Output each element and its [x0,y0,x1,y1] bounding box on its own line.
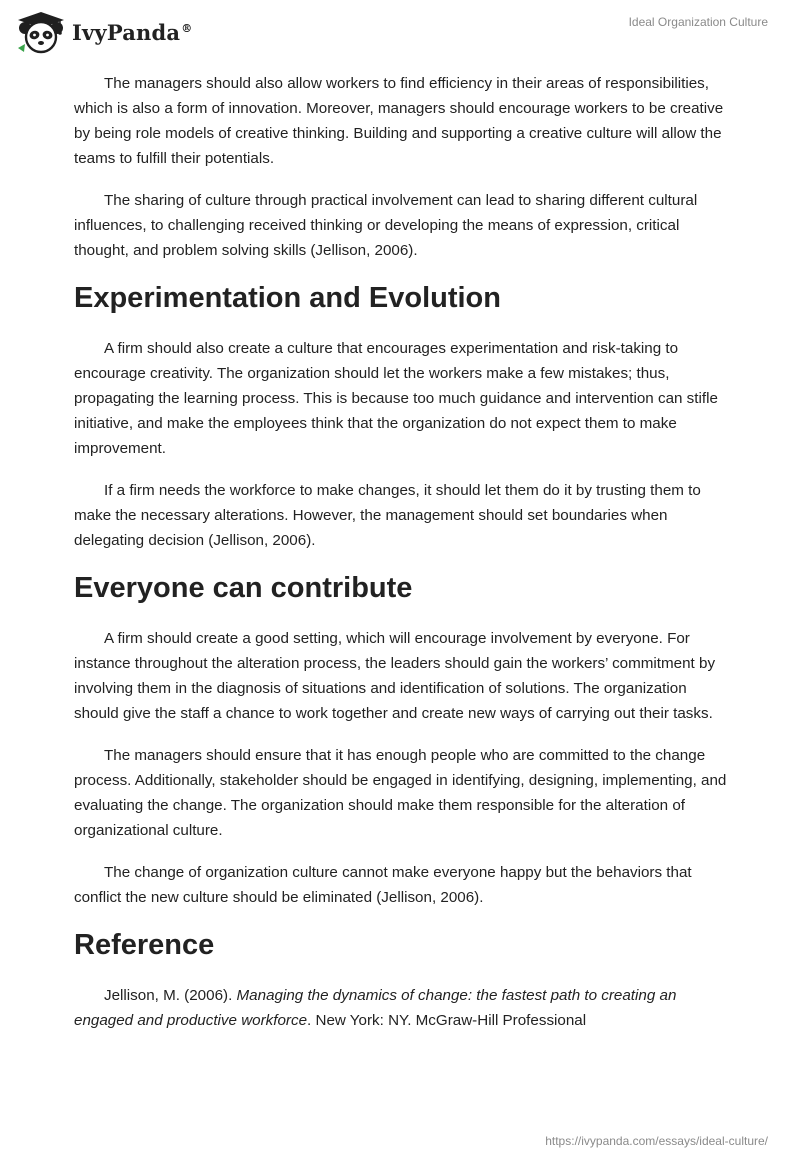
document-title: Ideal Organization Culture [628,15,768,29]
essay-body [74,71,734,1050]
paragraph: The change of organization culture cannot make everyone happy but the behaviors that conflict the new culture should be eliminated (Jellison, 2006). [74,864,692,906]
reference-entry [74,983,734,1033]
section-heading: Reference [74,929,215,961]
panda-graduate-icon [16,10,66,54]
reference-publisher: . New York: NY. McGraw-Hill Professional [307,1012,587,1029]
paragraph: The managers should ensure that it has enough people who are committed to the change process. Additionally, stakeholder should be engaged in identifying, designing, implementing, and evaluating the change. The organization should make them responsible for the alteration of organizational culture. [74,747,727,839]
paragraph: A firm should create a good setting, which will encourage involvement by everyone. For instance throughout the alteration process, the leaders should gain the workers’ commitment by involving them in the diagnosis of situations and identification of solutions. The organization should give the staff a chance to work together and create new ways of carrying out their tasks. [74,630,716,722]
paragraph: The managers should also allow workers to find efficiency in their areas of responsibilities, which is also a form of innovation. Moreover, managers should encourage workers to be creative by being role models of creative thinking. Building and supporting a creative culture will allow the teams to fulfill their potentials. [74,75,724,167]
ivypanda-logo[interactable] [16,10,192,54]
logo-wordmark: IvyPanda® [72,19,193,45]
page-header [0,0,800,60]
paragraph: A firm should also create a culture that encourages experimentation and risk-taking to encourage creativity. The organization should let the workers make a few mistakes; thus, propagating the learning process. This is because too much guidance and intervention can stifle initiative, and make the employees think that the organization do not expect them to make improvement. [74,340,718,457]
reference-author: Jellison, M. (2006). [104,987,237,1004]
paragraph: The sharing of culture through practical involvement can lead to sharing different cultural influences, to challenging received thinking or developing the means of expression, critical thought, and problem solving skills (Jellison, 2006). [74,192,698,259]
paragraph: If a firm needs the workforce to make changes, it should let them do it by trusting them to make the necessary alterations. However, the management should set boundaries when delegating decision (Jellison, 2006). [74,482,701,549]
section-heading: Everyone can contribute [74,572,413,604]
reference-title: Managing the dynamics of change: the fastest path to creating an engaged and productive workforce [74,987,677,1029]
section-heading: Experimentation and Evolution [74,282,501,314]
source-url[interactable]: https://ivypanda.com/essays/ideal-culture/ [545,1134,768,1148]
